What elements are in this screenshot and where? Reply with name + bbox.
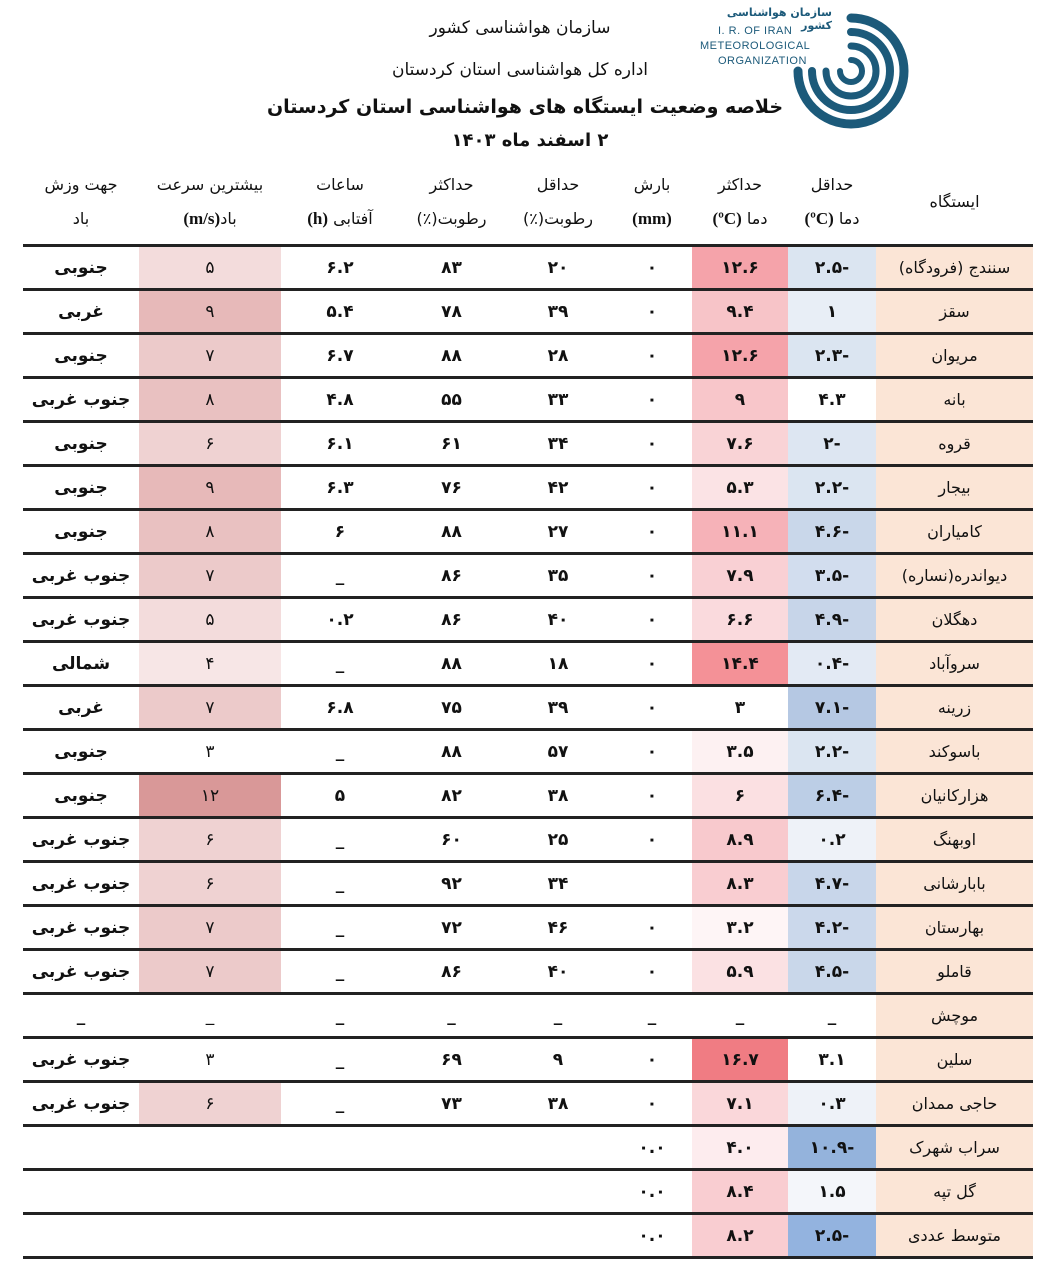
tmax-cell: ۶ bbox=[692, 774, 788, 818]
hmin-cell: ۴۰ bbox=[504, 598, 612, 642]
wind-cell: ۹ bbox=[139, 290, 281, 334]
hmin-cell: ۳۸ bbox=[504, 1082, 612, 1126]
dir-cell: جنوب غربی bbox=[23, 818, 139, 862]
sun-cell: ۶.۳ bbox=[281, 466, 399, 510]
tmin-cell: ۴.۳ bbox=[788, 378, 876, 422]
logo-en-line2: METEOROLOGICAL bbox=[700, 40, 811, 52]
wind-cell: ۷ bbox=[139, 334, 281, 378]
wind-cell: ۸ bbox=[139, 510, 281, 554]
hmin-cell: ۴۶ bbox=[504, 906, 612, 950]
hmax-cell: ۷۲ bbox=[399, 906, 504, 950]
sun-cell: _ bbox=[281, 950, 399, 994]
col-hmin-sub: رطوبت(٪) bbox=[523, 209, 593, 228]
hmin-cell: ۳۴ bbox=[504, 862, 612, 906]
tmax-cell: ۵.۳ bbox=[692, 466, 788, 510]
tmax-cell: ۱۱.۱ bbox=[692, 510, 788, 554]
hmax-cell: ۸۲ bbox=[399, 774, 504, 818]
wind-cell: ۳ bbox=[139, 1038, 281, 1082]
station-cell: متوسط عددی bbox=[876, 1214, 1033, 1258]
dir-cell: جنوب غربی bbox=[23, 554, 139, 598]
hmax-cell: ۷۶ bbox=[399, 466, 504, 510]
dir-cell bbox=[23, 1214, 139, 1258]
station-cell: مریوان bbox=[876, 334, 1033, 378]
wind-cell: ۷ bbox=[139, 686, 281, 730]
sun-cell bbox=[281, 1214, 399, 1258]
col-rain bbox=[612, 160, 692, 246]
wind-cell: ۴ bbox=[139, 642, 281, 686]
hmin-cell bbox=[504, 1126, 612, 1170]
station-cell: سقز bbox=[876, 290, 1033, 334]
hmin-cell bbox=[504, 1214, 612, 1258]
sun-cell: ۵.۴ bbox=[281, 290, 399, 334]
dir-cell: جنوب غربی bbox=[23, 1038, 139, 1082]
hmax-cell: ۶۰ bbox=[399, 818, 504, 862]
tmax-cell: ۱۲.۶ bbox=[692, 246, 788, 290]
table-row bbox=[23, 1126, 1033, 1170]
tmax-cell: ۳.۲ bbox=[692, 906, 788, 950]
wind-cell: ۱۲ bbox=[139, 774, 281, 818]
hmin-cell: _ bbox=[504, 994, 612, 1038]
hmin-cell bbox=[504, 1170, 612, 1214]
tmin-cell: _ bbox=[788, 994, 876, 1038]
col-station bbox=[876, 160, 1033, 246]
table-row bbox=[23, 642, 1033, 686]
tmin-cell: -۴.۵ bbox=[788, 950, 876, 994]
sun-cell: ۶.۷ bbox=[281, 334, 399, 378]
station-cell: بهارستان bbox=[876, 906, 1033, 950]
table-row bbox=[23, 290, 1033, 334]
dir-cell: جنوبی bbox=[23, 246, 139, 290]
wind-cell: ۹ bbox=[139, 466, 281, 510]
wind-cell: ۷ bbox=[139, 950, 281, 994]
wind-cell bbox=[139, 1214, 281, 1258]
station-cell: دهگلان bbox=[876, 598, 1033, 642]
col-tmax-sub: دما bbox=[746, 209, 768, 228]
sun-cell: _ bbox=[281, 1082, 399, 1126]
report-title: خلاصه وضعیت ایستگاه های هواشناسی استان کردستان bbox=[266, 96, 784, 118]
tmax-cell: ۹.۴ bbox=[692, 290, 788, 334]
table-body bbox=[23, 246, 1033, 1258]
hmax-cell bbox=[399, 1126, 504, 1170]
sun-cell: ۶ bbox=[281, 510, 399, 554]
rain-cell: ۰ bbox=[612, 906, 692, 950]
hmax-cell: ۸۳ bbox=[399, 246, 504, 290]
col-hmax bbox=[399, 160, 504, 246]
col-wind-label: بیشترین سرعت bbox=[156, 175, 264, 194]
station-cell: سنندج (فرودگاه) bbox=[876, 246, 1033, 290]
sun-cell: _ bbox=[281, 818, 399, 862]
table-row bbox=[23, 510, 1033, 554]
wind-cell: ۶ bbox=[139, 862, 281, 906]
hmin-cell: ۳۸ bbox=[504, 774, 612, 818]
rain-cell: ۰ bbox=[612, 1082, 692, 1126]
tmax-cell: ۳.۵ bbox=[692, 730, 788, 774]
rain-cell: ۰.۰ bbox=[612, 1126, 692, 1170]
hmin-cell: ۲۵ bbox=[504, 818, 612, 862]
col-hmax-label: حداکثر bbox=[429, 175, 474, 194]
station-cell: موچش bbox=[876, 994, 1033, 1038]
table-row bbox=[23, 1214, 1033, 1258]
station-cell: قاملو bbox=[876, 950, 1033, 994]
col-hmax-sub: رطوبت(٪) bbox=[416, 209, 487, 228]
wind-cell: ۶ bbox=[139, 1082, 281, 1126]
table-row bbox=[23, 598, 1033, 642]
table-row bbox=[23, 950, 1033, 994]
wind-cell: ۶ bbox=[139, 818, 281, 862]
station-cell: سلین bbox=[876, 1038, 1033, 1082]
sun-cell: ۴.۸ bbox=[281, 378, 399, 422]
table-row bbox=[23, 730, 1033, 774]
sun-cell: ۵ bbox=[281, 774, 399, 818]
table-row bbox=[23, 994, 1033, 1038]
wind-cell bbox=[139, 1170, 281, 1214]
tmin-cell: -۲.۵ bbox=[788, 246, 876, 290]
hmax-cell: ۸۸ bbox=[399, 334, 504, 378]
dir-cell bbox=[23, 1170, 139, 1214]
logo-fa-text: سازمان هواشناسی کشور bbox=[726, 6, 832, 32]
rain-cell: ۰ bbox=[612, 818, 692, 862]
tmax-cell: ۱۴.۴ bbox=[692, 642, 788, 686]
col-sun-sub: آفتابی bbox=[333, 209, 373, 228]
tmin-cell: ۱ bbox=[788, 290, 876, 334]
sun-cell: _ bbox=[281, 642, 399, 686]
sun-cell: _ bbox=[281, 906, 399, 950]
wind-cell: ۷ bbox=[139, 554, 281, 598]
hmax-cell: ۷۵ bbox=[399, 686, 504, 730]
table-header-row bbox=[23, 160, 1033, 246]
col-wind-unit: (m/s) bbox=[183, 209, 221, 228]
sun-cell: ۶.۲ bbox=[281, 246, 399, 290]
table-row bbox=[23, 554, 1033, 598]
hmax-cell: ۸۸ bbox=[399, 730, 504, 774]
station-cell: بانه bbox=[876, 378, 1033, 422]
dir-cell: _ bbox=[23, 994, 139, 1038]
rain-cell: ۰ bbox=[612, 334, 692, 378]
hmax-cell bbox=[399, 1214, 504, 1258]
col-rain-label: بارش bbox=[633, 175, 671, 194]
dir-cell: جنوب غربی bbox=[23, 950, 139, 994]
col-wind bbox=[139, 160, 281, 246]
dir-cell: جنوب غربی bbox=[23, 862, 139, 906]
org-name: سازمان هواشناسی کشور bbox=[429, 18, 611, 38]
stations-table bbox=[23, 160, 1033, 1259]
col-sun bbox=[281, 160, 399, 246]
dir-cell: جنوبی bbox=[23, 730, 139, 774]
rain-cell: ۰ bbox=[612, 950, 692, 994]
station-cell: دیواندره(نساره) bbox=[876, 554, 1033, 598]
dir-cell: جنوبی bbox=[23, 422, 139, 466]
tmin-cell: -۲.۵ bbox=[788, 1214, 876, 1258]
table-row bbox=[23, 774, 1033, 818]
dir-cell: جنوب غربی bbox=[23, 906, 139, 950]
col-tmin-sub: دما bbox=[838, 209, 860, 228]
tmin-cell: -۴.۶ bbox=[788, 510, 876, 554]
table-row bbox=[23, 1170, 1033, 1214]
dir-cell: غربی bbox=[23, 686, 139, 730]
sun-cell: ۶.۸ bbox=[281, 686, 399, 730]
station-cell: کامیاران bbox=[876, 510, 1033, 554]
logo-en-line1: I. R. OF IRAN bbox=[718, 25, 793, 37]
col-wind-sub: باد bbox=[220, 209, 237, 228]
tmin-cell: -۰.۴ bbox=[788, 642, 876, 686]
tmax-cell: ۷.۱ bbox=[692, 1082, 788, 1126]
col-tmax-label: حداکثر bbox=[717, 175, 762, 194]
hmin-cell: ۳۹ bbox=[504, 290, 612, 334]
col-tmin-label: حداقل bbox=[810, 175, 854, 194]
rain-cell: ۰ bbox=[612, 1038, 692, 1082]
col-tmax bbox=[692, 160, 788, 246]
wind-cell: ۷ bbox=[139, 906, 281, 950]
tmin-cell: -۲.۳ bbox=[788, 334, 876, 378]
rain-cell: ۰ bbox=[612, 730, 692, 774]
tmin-cell: -۳.۵ bbox=[788, 554, 876, 598]
table-row bbox=[23, 686, 1033, 730]
dir-cell: جنوبی bbox=[23, 510, 139, 554]
sun-cell: _ bbox=[281, 730, 399, 774]
col-hmin bbox=[504, 160, 612, 246]
table-row bbox=[23, 818, 1033, 862]
hmin-cell: ۴۰ bbox=[504, 950, 612, 994]
station-cell: سراب شهرک bbox=[876, 1126, 1033, 1170]
col-dir bbox=[23, 160, 139, 246]
station-cell: بیجار bbox=[876, 466, 1033, 510]
rain-cell: ۰ bbox=[612, 466, 692, 510]
table-row bbox=[23, 466, 1033, 510]
tmin-cell: -۲.۲ bbox=[788, 730, 876, 774]
hmin-cell: ۲۰ bbox=[504, 246, 612, 290]
hmax-cell: ۸۸ bbox=[399, 510, 504, 554]
table-row bbox=[23, 1082, 1033, 1126]
tmin-cell: -۲ bbox=[788, 422, 876, 466]
tmax-cell: ۴.۰ bbox=[692, 1126, 788, 1170]
report-date: ۲ اسفند ماه ۱۴۰۳ bbox=[451, 130, 609, 151]
sun-cell bbox=[281, 1170, 399, 1214]
tmin-cell: -۶.۴ bbox=[788, 774, 876, 818]
tmax-cell: ۹ bbox=[692, 378, 788, 422]
table-row bbox=[23, 246, 1033, 290]
wind-cell: ۵ bbox=[139, 246, 281, 290]
rain-cell: ۰ bbox=[612, 246, 692, 290]
station-cell: باسوکند bbox=[876, 730, 1033, 774]
sun-cell: _ bbox=[281, 554, 399, 598]
hmax-cell: ۵۵ bbox=[399, 378, 504, 422]
hmax-cell bbox=[399, 1170, 504, 1214]
station-cell: اوبهنگ bbox=[876, 818, 1033, 862]
station-cell: قروه bbox=[876, 422, 1033, 466]
logo-emblem-icon bbox=[790, 10, 912, 132]
hmax-cell: ۸۶ bbox=[399, 950, 504, 994]
dir-cell: غربی bbox=[23, 290, 139, 334]
tmin-cell: ۰.۳ bbox=[788, 1082, 876, 1126]
tmax-cell: ۸.۳ bbox=[692, 862, 788, 906]
station-cell: حاجی ممدان bbox=[876, 1082, 1033, 1126]
tmax-cell: ۸.۴ bbox=[692, 1170, 788, 1214]
province-office: اداره کل هواشناسی استان کردستان bbox=[392, 60, 648, 80]
station-cell: هزارکانیان bbox=[876, 774, 1033, 818]
rain-cell: ۰ bbox=[612, 642, 692, 686]
tmax-cell: _ bbox=[692, 994, 788, 1038]
sun-cell: _ bbox=[281, 994, 399, 1038]
sun-cell: _ bbox=[281, 862, 399, 906]
tmin-cell: ۱.۵ bbox=[788, 1170, 876, 1214]
hmax-cell: ۷۳ bbox=[399, 1082, 504, 1126]
hmax-cell: ۸۶ bbox=[399, 598, 504, 642]
sun-cell bbox=[281, 1126, 399, 1170]
hmax-cell: ۹۲ bbox=[399, 862, 504, 906]
hmax-cell: _ bbox=[399, 994, 504, 1038]
rain-cell bbox=[612, 862, 692, 906]
tmax-cell: ۱۶.۷ bbox=[692, 1038, 788, 1082]
hmax-cell: ۶۱ bbox=[399, 422, 504, 466]
rain-cell: ۰.۰ bbox=[612, 1170, 692, 1214]
rain-cell: ۰ bbox=[612, 510, 692, 554]
wind-cell bbox=[139, 1126, 281, 1170]
table-row bbox=[23, 422, 1033, 466]
hmax-cell: ۷۸ bbox=[399, 290, 504, 334]
tmin-cell: ۰.۲ bbox=[788, 818, 876, 862]
tmax-cell: ۳ bbox=[692, 686, 788, 730]
tmin-cell: -۲.۲ bbox=[788, 466, 876, 510]
col-rain-unit: (mm) bbox=[632, 209, 672, 228]
dir-cell: جنوب غربی bbox=[23, 378, 139, 422]
col-tmax-unit: (ºC) bbox=[712, 209, 742, 228]
rain-cell: ۰ bbox=[612, 290, 692, 334]
report-header bbox=[0, 0, 1049, 160]
station-cell: زرینه bbox=[876, 686, 1033, 730]
tmax-cell: ۷.۶ bbox=[692, 422, 788, 466]
dir-cell bbox=[23, 1126, 139, 1170]
tmax-cell: ۸.۲ bbox=[692, 1214, 788, 1258]
station-cell: گل تپه bbox=[876, 1170, 1033, 1214]
hmin-cell: ۳۳ bbox=[504, 378, 612, 422]
hmin-cell: ۱۸ bbox=[504, 642, 612, 686]
logo-en-line3: ORGANIZATION bbox=[718, 55, 807, 67]
wind-cell: ۶ bbox=[139, 422, 281, 466]
col-dir-label: جهت وزش bbox=[44, 175, 118, 194]
tmin-cell: -۴.۷ bbox=[788, 862, 876, 906]
hmin-cell: ۲۸ bbox=[504, 334, 612, 378]
tmin-cell: -۱۰.۹ bbox=[788, 1126, 876, 1170]
dir-cell: شمالی bbox=[23, 642, 139, 686]
sun-cell: ۰.۲ bbox=[281, 598, 399, 642]
rain-cell: _ bbox=[612, 994, 692, 1038]
hmin-cell: ۵۷ bbox=[504, 730, 612, 774]
wind-cell: ۵ bbox=[139, 598, 281, 642]
tmax-cell: ۸.۹ bbox=[692, 818, 788, 862]
rain-cell: ۰ bbox=[612, 378, 692, 422]
col-sun-unit: (h) bbox=[307, 209, 329, 228]
table-row bbox=[23, 906, 1033, 950]
dir-cell: جنوب غربی bbox=[23, 1082, 139, 1126]
dir-cell: جنوب غربی bbox=[23, 598, 139, 642]
hmax-cell: ۸۶ bbox=[399, 554, 504, 598]
rain-cell: ۰ bbox=[612, 598, 692, 642]
table-row bbox=[23, 378, 1033, 422]
hmin-cell: ۴۲ bbox=[504, 466, 612, 510]
rain-cell: ۰ bbox=[612, 422, 692, 466]
wind-cell: ۳ bbox=[139, 730, 281, 774]
tmin-cell: -۷.۱ bbox=[788, 686, 876, 730]
rain-cell: ۰ bbox=[612, 686, 692, 730]
col-station-label: ایستگاه bbox=[929, 192, 980, 211]
tmax-cell: ۵.۹ bbox=[692, 950, 788, 994]
col-sun-label: ساعات bbox=[316, 175, 364, 194]
hmin-cell: ۳۴ bbox=[504, 422, 612, 466]
sun-cell: _ bbox=[281, 1038, 399, 1082]
tmin-cell: -۴.۲ bbox=[788, 906, 876, 950]
tmin-cell: -۴.۹ bbox=[788, 598, 876, 642]
dir-cell: جنوبی bbox=[23, 466, 139, 510]
hmax-cell: ۸۸ bbox=[399, 642, 504, 686]
station-cell: سروآباد bbox=[876, 642, 1033, 686]
hmin-cell: ۳۵ bbox=[504, 554, 612, 598]
table-row bbox=[23, 334, 1033, 378]
rain-cell: ۰ bbox=[612, 774, 692, 818]
col-dir-sub: باد bbox=[72, 209, 90, 228]
rain-cell: ۰ bbox=[612, 554, 692, 598]
col-hmin-label: حداقل bbox=[536, 175, 580, 194]
rain-cell: ۰.۰ bbox=[612, 1214, 692, 1258]
hmin-cell: ۹ bbox=[504, 1038, 612, 1082]
sun-cell: ۶.۱ bbox=[281, 422, 399, 466]
irimo-logo bbox=[700, 6, 915, 131]
tmax-cell: ۱۲.۶ bbox=[692, 334, 788, 378]
dir-cell: جنوبی bbox=[23, 774, 139, 818]
tmin-cell: ۳.۱ bbox=[788, 1038, 876, 1082]
hmin-cell: ۲۷ bbox=[504, 510, 612, 554]
wind-cell: _ bbox=[139, 994, 281, 1038]
hmax-cell: ۶۹ bbox=[399, 1038, 504, 1082]
col-tmin-unit: (ºC) bbox=[804, 209, 834, 228]
dir-cell: جنوبی bbox=[23, 334, 139, 378]
tmax-cell: ۶.۶ bbox=[692, 598, 788, 642]
table-row bbox=[23, 862, 1033, 906]
table-row bbox=[23, 1038, 1033, 1082]
tmax-cell: ۷.۹ bbox=[692, 554, 788, 598]
station-cell: بابارشانی bbox=[876, 862, 1033, 906]
hmin-cell: ۳۹ bbox=[504, 686, 612, 730]
col-tmin bbox=[788, 160, 876, 246]
wind-cell: ۸ bbox=[139, 378, 281, 422]
